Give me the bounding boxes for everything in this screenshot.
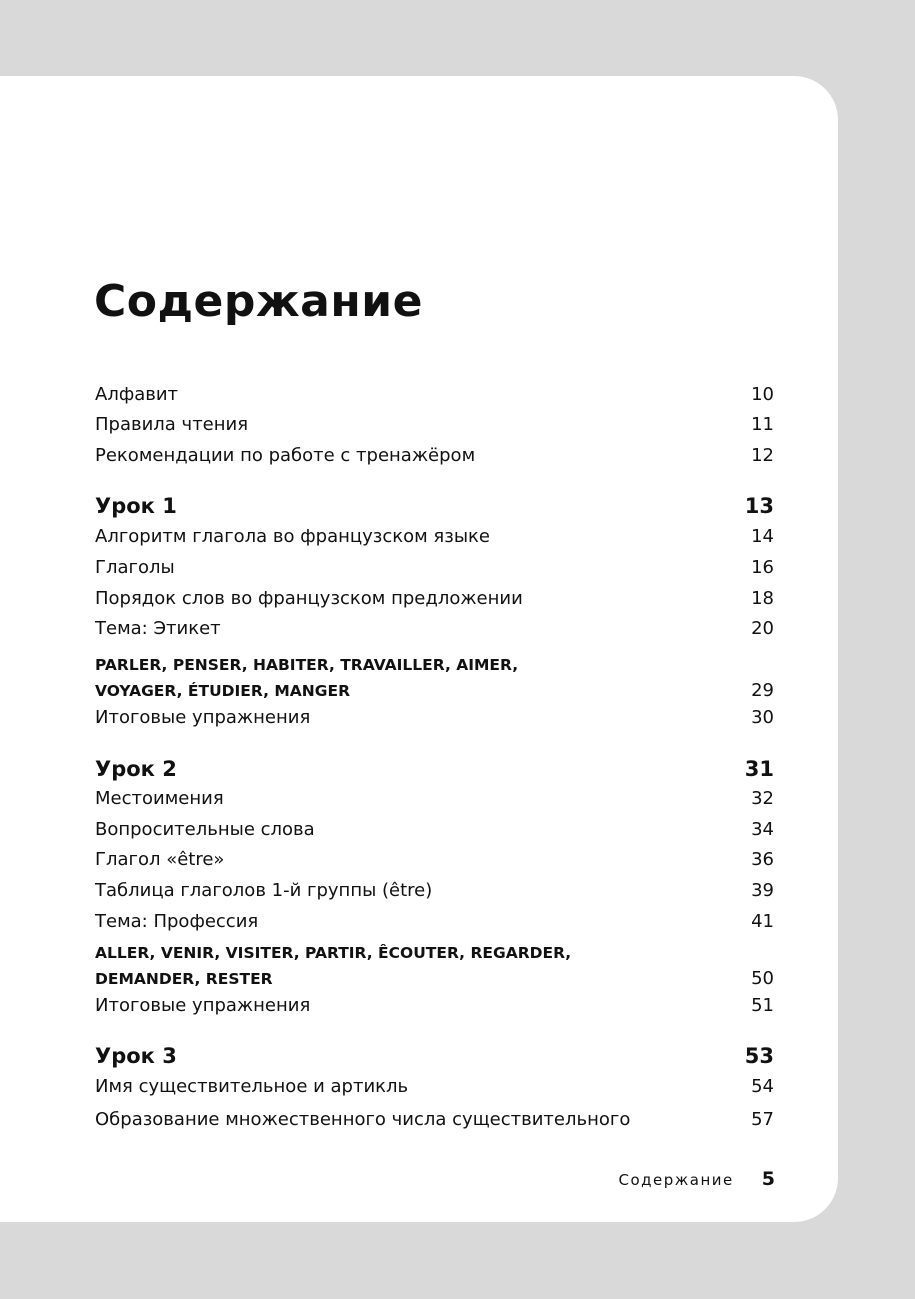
toc-entry-page: 18 xyxy=(751,588,774,609)
toc-entry[interactable] xyxy=(95,911,774,933)
toc-entry-label: Тема: Этикет xyxy=(95,618,221,639)
toc-entry-label: Образование множественного числа существительного xyxy=(95,1109,631,1130)
toc-entry[interactable] xyxy=(95,1109,774,1131)
lesson-title: Урок 3 xyxy=(95,1044,177,1068)
toc-entry[interactable] xyxy=(95,618,774,640)
toc-entry-page: 41 xyxy=(751,911,774,932)
verbs-line-1: ALLER, VENIR, VISITER, PARTIR, ÊCOUTER, REGARDER, xyxy=(95,944,572,962)
toc-entry-label: Правила чтения xyxy=(95,414,249,435)
toc-entry[interactable] xyxy=(95,995,774,1017)
toc-lesson-3[interactable] xyxy=(95,1045,774,1067)
toc-entry-label: Глаголы xyxy=(95,557,175,578)
verbs-line-2: VOYAGER, ÉTUDIER, MANGER xyxy=(95,682,351,700)
lesson-page: 53 xyxy=(744,1044,774,1068)
toc-entry[interactable] xyxy=(95,788,774,810)
toc-entry[interactable] xyxy=(95,707,774,729)
toc-entry-page: 11 xyxy=(751,414,774,435)
toc-entry-page: 50 xyxy=(751,968,774,989)
toc-entry-page: 54 xyxy=(751,1076,774,1097)
lesson-title: Урок 1 xyxy=(95,494,177,518)
toc-entry[interactable] xyxy=(95,557,774,579)
toc-entry[interactable] xyxy=(95,1076,774,1098)
toc-entry[interactable] xyxy=(95,384,774,406)
toc-entry-label: Порядок слов во французском предложении xyxy=(95,588,523,609)
toc-entry-page: 51 xyxy=(751,995,774,1016)
lesson-page: 31 xyxy=(744,757,774,781)
toc-entry-page: 12 xyxy=(751,445,774,466)
toc-entry-label: Алгоритм глагола во французском языке xyxy=(95,526,490,547)
toc-entry[interactable] xyxy=(95,849,774,871)
toc-entry-page: 30 xyxy=(751,707,774,728)
verbs-line-2: DEMANDER, RESTER xyxy=(95,970,273,988)
toc-verbs-entry[interactable] xyxy=(95,652,774,704)
toc-entry-label: Глагол «être» xyxy=(95,849,225,870)
toc-entry-label: Рекомендации по работе с тренажёром xyxy=(95,445,476,466)
toc-entry[interactable] xyxy=(95,880,774,902)
toc-entry-page: 29 xyxy=(751,680,774,701)
toc-verbs-entry[interactable] xyxy=(95,940,774,992)
lesson-page: 13 xyxy=(744,494,774,518)
toc-entry-label: Имя существительное и артикль xyxy=(95,1076,409,1097)
toc-lesson-2[interactable] xyxy=(95,758,774,780)
footer-page-number: 5 xyxy=(761,1168,775,1190)
page-footer xyxy=(619,1168,776,1190)
toc-entry-page: 14 xyxy=(751,526,774,547)
footer-section-title: Содержание xyxy=(618,1171,734,1189)
toc-entry-label: Алфавит xyxy=(95,384,179,405)
toc-entry-page: 16 xyxy=(751,557,774,578)
toc-entry-label: Итоговые упражнения xyxy=(95,995,311,1016)
toc-entry-page: 20 xyxy=(751,618,774,639)
toc-entry[interactable] xyxy=(95,588,774,610)
toc-entry-page: 32 xyxy=(751,788,774,809)
lesson-title: Урок 2 xyxy=(95,757,177,781)
toc-entry-page: 36 xyxy=(751,849,774,870)
toc-entry[interactable] xyxy=(95,445,774,467)
toc-entry[interactable] xyxy=(95,414,774,436)
toc-entry-label: Местоимения xyxy=(95,788,224,809)
verbs-line-1: PARLER, PENSER, HABITER, TRAVAILLER, AIMER, xyxy=(95,656,519,674)
toc-entry-page: 39 xyxy=(751,880,774,901)
toc-entry-page: 34 xyxy=(751,819,774,840)
toc-entry-label: Итоговые упражнения xyxy=(95,707,311,728)
toc-entry-label: Вопросительные слова xyxy=(95,819,315,840)
toc-entry-label: Таблица глаголов 1-й группы (être) xyxy=(95,880,433,901)
toc-entry[interactable] xyxy=(95,819,774,841)
toc-entry-label: Тема: Профессия xyxy=(95,911,259,932)
toc-lesson-1[interactable] xyxy=(95,495,774,517)
toc-entry-page: 10 xyxy=(751,384,774,405)
toc-entry[interactable] xyxy=(95,526,774,548)
page-title: Содержание xyxy=(94,276,423,327)
toc-entry-page: 57 xyxy=(751,1109,774,1130)
